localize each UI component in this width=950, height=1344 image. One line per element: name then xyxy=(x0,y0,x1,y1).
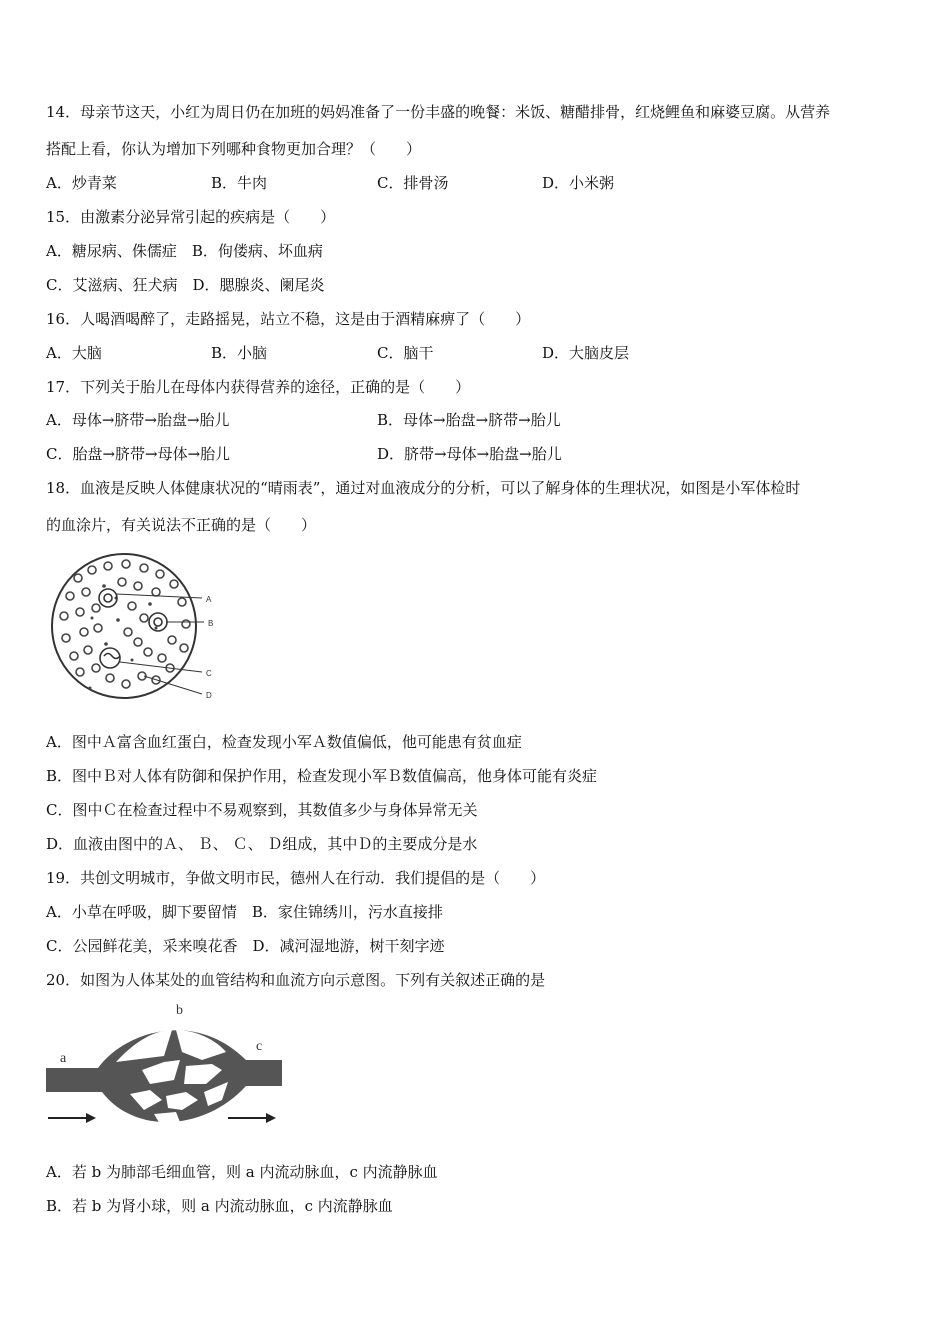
q18-option-d: D．血液由图中的Ａ、 Ｂ、 Ｃ、 Ｄ组成，其中Ｄ的主要成分是水 xyxy=(46,835,478,853)
blood-label-c: C xyxy=(206,669,212,678)
q17-option-b: B．母体→胎盘→脐带→胎儿 xyxy=(377,411,561,429)
q19-stem: 19．共创文明城市，争做文明市民，德州人在行动．我们提倡的是（ ） xyxy=(46,869,546,887)
q14-option-a: A．炒青菜 xyxy=(46,174,117,192)
q14-stem-line2: 搭配上看，你认为增加下列哪种食物更加合理？（ ） xyxy=(46,140,422,158)
q20-option-a: A．若 b 为肺部毛细血管，则 a 内流动脉血，c 内流静脉血 xyxy=(46,1163,438,1181)
q14-option-b: B．牛肉 xyxy=(211,174,268,192)
vessel-label-c: c xyxy=(256,1039,263,1054)
q16-option-c: C．脑干 xyxy=(377,344,434,362)
q18-option-c: C．图中Ｃ在检查过程中不易观察到，其数值多少与身体异常无关 xyxy=(46,801,478,819)
q17-option-a: A．母体→脐带→胎盘→胎儿 xyxy=(46,411,230,429)
q17-stem: 17．下列关于胎儿在母体内获得营养的途径，正确的是（ ） xyxy=(46,378,471,396)
q14-option-d: D．小米粥 xyxy=(542,174,615,192)
q16-stem: 16．人喝酒喝醉了，走路摇晃，站立不稳，这是由于酒精麻痹了（ ） xyxy=(46,310,531,328)
q16-option-b: B．小脑 xyxy=(211,344,268,362)
q18-option-a: A．图中Ａ富含血红蛋白，检查发现小军Ａ数值偏低，他可能患有贫血症 xyxy=(46,733,522,751)
q17-option-c: C．胎盘→脐带→母体→胎儿 xyxy=(46,445,231,463)
q14-stem-line1: 14．母亲节这天，小红为周日仍在加班的妈妈准备了一份丰盛的晚餐：米饭、糖醋排骨，红烧鲤鱼和麻婆豆腐。从营养 xyxy=(46,103,831,121)
q18-stem-line1: 18．血液是反映人体健康状况的“晴雨表”，通过对血液成分的分析，可以了解身体的生理状况，如图是小军体检时 xyxy=(46,479,801,497)
q18-stem-line2: 的血涂片，有关说法不正确的是（ ） xyxy=(46,516,317,534)
q20-stem: 20．如图为人体某处的血管结构和血流方向示意图。下列有关叙述正确的是 xyxy=(46,971,546,989)
vessel-label-b: b xyxy=(176,1003,183,1018)
blood-label-b: B xyxy=(208,619,214,628)
q15-options-row1: A．糖尿病、侏儒症 B．佝偻病、坏血病 xyxy=(46,242,323,260)
vessel-label-a: a xyxy=(60,1051,67,1066)
blood-vessel-figure xyxy=(46,1000,282,1144)
blood-label-a: A xyxy=(206,595,212,604)
q17-option-d: D．脐带→母体→胎盘→胎儿 xyxy=(377,445,562,463)
q15-options-row2: C．艾滋病、狂犬病 D．腮腺炎、阑尾炎 xyxy=(46,276,325,294)
q19-options-row1: A．小草在呼吸，脚下要留情 B．家住锦绣川，污水直接排 xyxy=(46,903,443,921)
blood-label-d: D xyxy=(206,691,212,700)
blood-smear-figure xyxy=(46,548,226,708)
q19-options-row2: C．公园鲜花美，采来嗅花香 D．减河湿地游，树干刻字迹 xyxy=(46,937,445,955)
q14-option-c: C．排骨汤 xyxy=(377,174,449,192)
q16-option-a: A．大脑 xyxy=(46,344,102,362)
q18-option-b: B．图中Ｂ对人体有防御和保护作用，检查发现小军Ｂ数值偏高，他身体可能有炎症 xyxy=(46,767,598,785)
q16-option-d: D．大脑皮层 xyxy=(542,344,630,362)
q20-option-b: B．若 b 为肾小球，则 a 内流动脉血，c 内流静脉血 xyxy=(46,1197,393,1215)
q15-stem: 15．由激素分泌异常引起的疾病是（ ） xyxy=(46,208,336,226)
